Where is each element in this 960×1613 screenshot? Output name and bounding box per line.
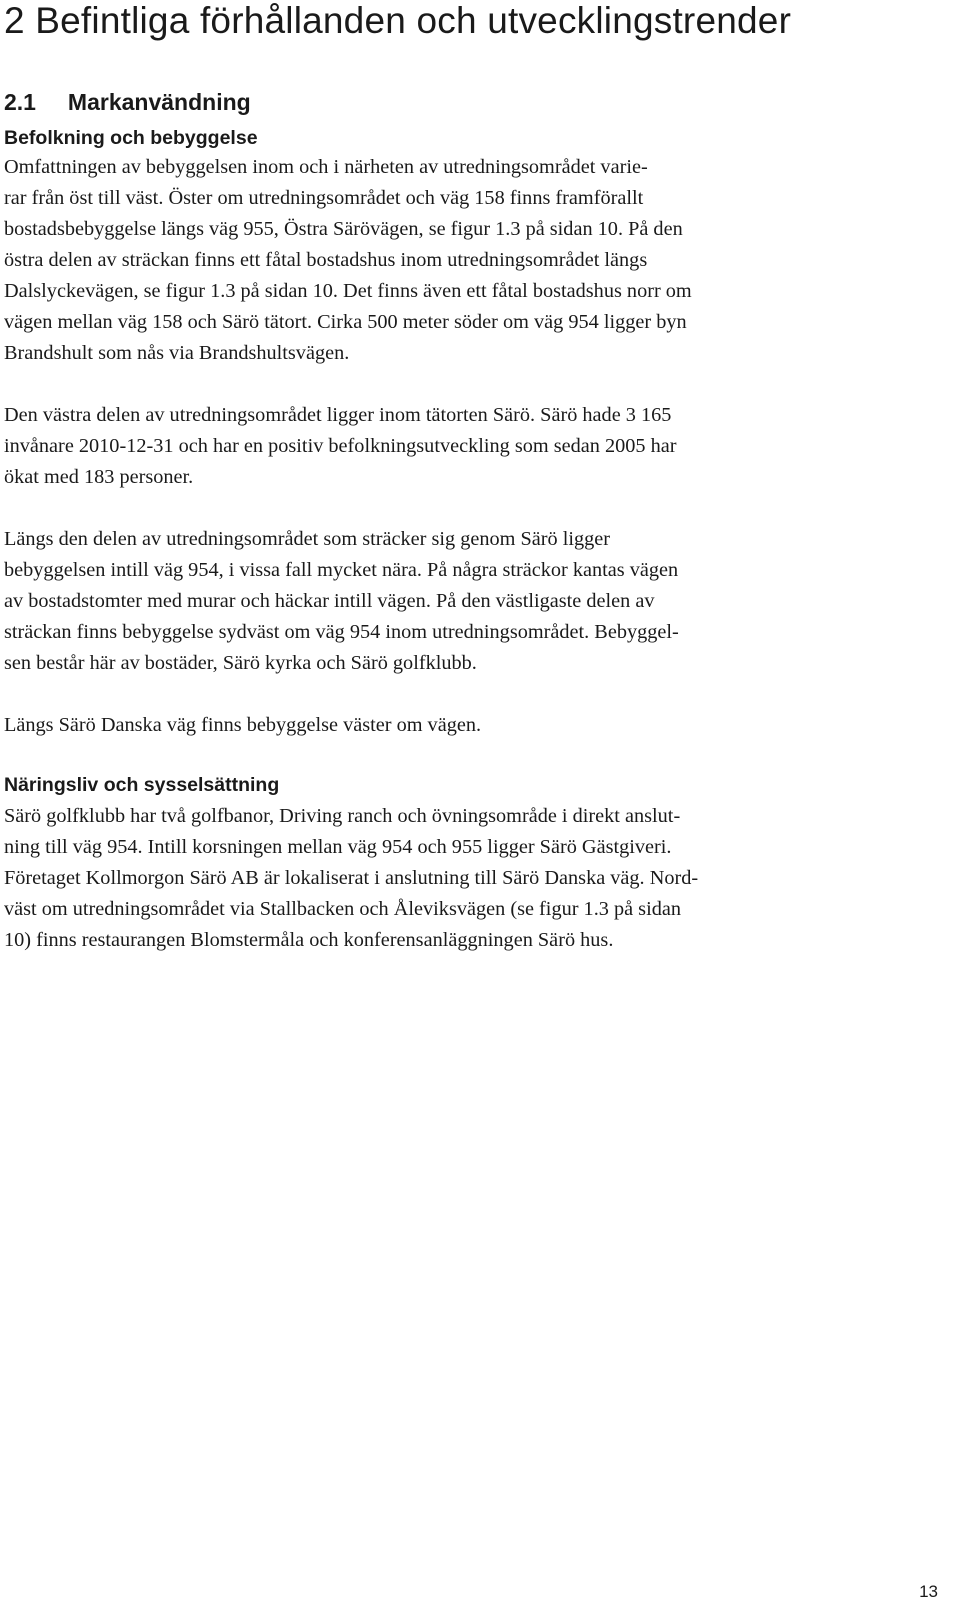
section-title: 2.1 Markanvändning	[4, 89, 251, 115]
page-number: 13	[919, 1582, 938, 1601]
paragraph: Längs Särö Danska väg finns bebyggelse väster om vägen.	[4, 714, 482, 736]
paragraph: Särö golfklubb har två golfbanor, Driving ranch och övningsområde i direkt anslut- ning till väg 954. Intill korsningen mellan väg 954 och 955 ligger Särö Gästgiveri. Företaget Kollmorgon Särö AB är lokaliserat i anslutning till Särö Danska väg. Nord- väst om utredningsområdet via Stallbacken och Åleviksvägen (se figur 1.3 på sidan 10) finns restaurangen Blomstermåla och konferensanläggningen Särö hus.	[4, 805, 699, 951]
subheading-befolkning: Befolkning och bebyggelse	[4, 127, 258, 149]
chapter-title: 2 Befintliga förhållanden och utvecklingstrender	[4, 0, 792, 41]
subheading-naringsliv: Näringsliv och sysselsättning	[4, 774, 280, 796]
paragraph: Den västra delen av utredningsområdet ligger inom tätorten Särö. Särö hade 3 165 invånare 2010-12-31 och har en positiv befolkningsutveckling som sedan 2005 har ökat med 183 personer.	[4, 404, 677, 488]
paragraph: Omfattningen av bebyggelsen inom och i närheten av utredningsområdet varie- rar från öst till väst. Öster om utredningsområdet och väg 158 finns framförallt bostadsbebyggelse längs väg 955, Östra Särövägen, se figur 1.3 på sidan 10. På den östra delen av sträckan finns ett fåtal bostadshus inom utredningsområdet längs Dalslyckevägen, se figur 1.3 på sidan 10. Det finns även ett fåtal bostadshus norr om vägen mellan väg 158 och Särö tätort. Cirka 500 meter söder om väg 954 ligger byn Brandshult som nås via Brandshultsvägen.	[4, 156, 692, 364]
document-page	[4, 0, 944, 956]
paragraph: Längs den delen av utredningsområdet som sträcker sig genom Särö ligger bebyggelsen intill väg 954, i vissa fall mycket nära. På några sträckor kantas vägen av bostadstomter med murar och häckar intill vägen. På den västligaste delen av sträckan finns bebyggelse sydväst om väg 954 inom utredningsområdet. Bebyggel- sen består här av bostäder, Särö kyrka och Särö golfklubb.	[4, 528, 679, 674]
